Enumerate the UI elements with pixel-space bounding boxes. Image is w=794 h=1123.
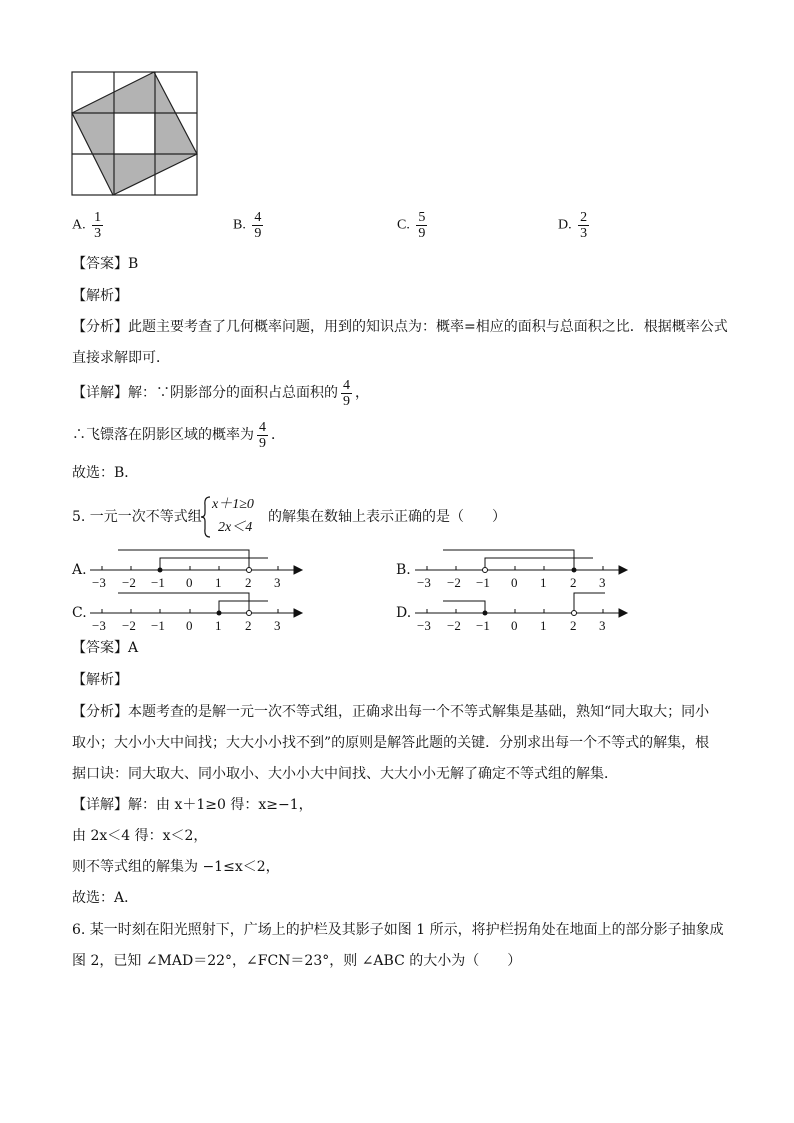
svg-text:−2: −2 [447,618,461,633]
q5-fenxi-line3: 据口诀：同大取大、同小取小、大小小大中间找、大大小小无解了确定不等式组的解集． [72,766,618,782]
svg-text:−1: −1 [151,618,165,633]
svg-text:−1: −1 [151,575,165,590]
q5-analysis-heading: 【解析】 [72,672,128,688]
q5-choose: 故选：A． [72,890,139,906]
q5-answer: 【答案】A [72,640,139,656]
svg-text:0: 0 [511,618,518,633]
svg-text:2: 2 [570,575,577,590]
svg-text:2: 2 [245,575,252,590]
q4-option-b: B. $\frac{4}{9}$ [233,210,262,241]
number-line-d [413,587,633,633]
q4-fenxi-line2: 直接求解即可． [72,350,170,366]
svg-text:3: 3 [274,575,281,590]
q5-stem-prefix: 5. 一元一次不等式组 [72,509,202,525]
svg-text:−2: −2 [122,618,136,633]
svg-text:2: 2 [245,618,252,633]
svg-text:2: 2 [570,618,577,633]
q4-option-c: C. $\frac{5}{9}$ [397,210,426,241]
number-line-c [88,587,308,633]
q4-answer: 【答案】B [72,256,139,272]
q5-option-b-letter: B. [396,562,411,578]
q4-analysis-heading: 【解析】 [72,288,128,304]
q4-option-a: A. $\frac{1}{3}$ [72,210,102,241]
svg-text:1: 1 [540,618,547,633]
svg-text:−2: −2 [122,575,136,590]
q4-choose: 故选：B． [72,465,139,481]
svg-text:3: 3 [274,618,281,633]
q5-detail-3: 则不等式组的解集为 −1≤x＜2， [72,859,280,875]
svg-text:−3: −3 [92,575,106,590]
svg-text:1: 1 [215,618,222,633]
shaded-region [72,72,197,195]
q4-detail-line: 【详解】解：∵阴影部分的面积占总面积的 $\frac{4}{9}$ ， [72,377,369,409]
grid-figure [70,70,200,197]
q5-option-a-letter: A. [72,562,87,578]
q5-inequality-2: 2x＜4 [218,520,253,535]
number-line-b [413,544,633,590]
q5-option-c-letter: C. [72,605,87,621]
q4-option-d: D. $\frac{2}{3}$ [558,210,588,241]
svg-text:0: 0 [186,618,193,633]
svg-text:−3: −3 [417,618,431,633]
q4-fenxi-line1: 【分析】此题主要考查了几何概率问题，用到的知识点为：概率=相应的面积与总面积之比．根据概率公式 [72,319,728,335]
q5-detail-1: 【详解】解：由 x＋1≥0 得：x≥−1， [72,797,313,813]
svg-text:1: 1 [540,575,547,590]
q5-stem-suffix: 的解集在数轴上表示正确的是（ ） [268,509,506,525]
svg-text:0: 0 [511,575,518,590]
q4-therefore-line: ∴飞镖落在阴影区域的概率为 $\frac{4}{9}$ ． [72,419,285,451]
svg-text:1: 1 [215,575,222,590]
number-line-a [88,544,308,590]
left-brace-icon [200,495,212,539]
svg-text:3: 3 [599,575,606,590]
svg-text:−1: −1 [476,575,490,590]
svg-text:−2: −2 [447,575,461,590]
q6-line2: 图 2，已知 ∠MAD＝22°，∠FCN＝23°，则 ∠ABC 的大小为（ ） [72,953,522,969]
q5-detail-2: 由 2x＜4 得：x＜2， [72,828,208,844]
q5-inequality-1: x＋1≥0 [212,497,254,512]
q6-line1: 6. 某一时刻在阳光照射下，广场上的护栏及其影子如图 1 所示，将护栏拐角处在地面上的部分影子抽象成 [72,922,724,938]
svg-text:3: 3 [599,618,606,633]
svg-text:0: 0 [186,575,193,590]
q5-fenxi-line2: 取小；大小小大中间找；大大小小找不到”的原则是解答此题的关键．分别求出每一个不等式的解集，根 [72,735,710,751]
q5-fenxi-line1: 【分析】本题考查的是解一元一次不等式组，正确求出每一个不等式解集是基础，熟知“同大取大；同小 [72,704,710,720]
q5-option-d-letter: D. [396,605,412,621]
svg-text:−1: −1 [476,618,490,633]
svg-text:−3: −3 [417,575,431,590]
svg-text:−3: −3 [92,618,106,633]
